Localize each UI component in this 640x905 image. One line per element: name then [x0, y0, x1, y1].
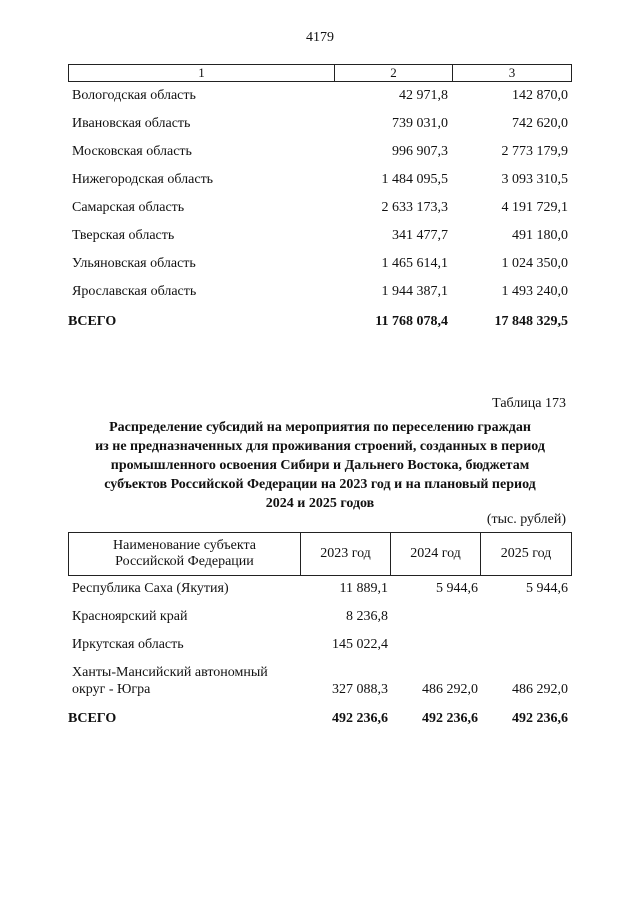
region-name: [72, 580, 298, 597]
table-title-line: из не предназначенных для проживания строений, созданных в период: [95, 439, 545, 454]
value-2024: 5 944,6: [436, 581, 478, 596]
region-name: Вологодская область: [72, 88, 196, 103]
header-region-line: Российской Федерации: [115, 554, 254, 569]
region-name: Самарская область: [72, 200, 185, 215]
value-col3: 142 870,0: [512, 88, 568, 103]
value-2023: 145 022,4: [332, 637, 388, 652]
value-2023: 327 088,3: [332, 682, 388, 697]
region-name: Ярославская область: [72, 284, 197, 299]
table1-row: [68, 88, 572, 108]
value-col2: 996 907,3: [392, 144, 448, 159]
table-title-line: субъектов Российской Федерации на 2023 год и на плановый период: [104, 477, 536, 492]
table1-header-col3: 3: [508, 65, 516, 80]
region-name: Ульяновская область: [72, 256, 196, 271]
header-2023: 2023 год: [301, 533, 391, 575]
value-col3: 1 024 350,0: [501, 256, 568, 271]
table1-header-col2: 2: [335, 65, 453, 81]
table1-header-col1: 1: [69, 65, 335, 81]
region-name-line: Иркутская область: [72, 637, 184, 652]
table2-row: [68, 580, 572, 597]
region-name: Московская область: [72, 144, 192, 159]
table1-row: [68, 200, 572, 220]
table-title-line: 2024 и 2025 годов: [265, 496, 375, 511]
value-col2: 1 465 614,1: [381, 256, 448, 271]
table2-header: [68, 532, 572, 576]
table2-row: [68, 664, 572, 698]
region-name-line: Ханты-Мансийский автономный: [72, 665, 268, 680]
value-col3: 4 191 729,1: [501, 200, 568, 215]
total-col2: 11 768 078,4: [375, 314, 448, 329]
table1-row: [68, 116, 572, 136]
total-2024: 492 236,6: [422, 711, 478, 726]
table2-total-row: [68, 710, 572, 727]
total-2025: 492 236,6: [512, 711, 568, 726]
value-col3: 491 180,0: [512, 228, 568, 243]
region-name: Тверская область: [72, 228, 175, 243]
region-name-line: Республика Саха (Якутия): [72, 581, 229, 596]
value-col2: 341 477,7: [392, 228, 448, 243]
value-col3: 1 493 240,0: [501, 284, 568, 299]
value-2023: 8 236,8: [346, 609, 388, 624]
region-name-line: округ - Югра: [72, 682, 151, 697]
table1-row: [68, 172, 572, 192]
value-col2: 2 633 173,3: [381, 200, 448, 215]
value-col3: 2 773 179,9: [501, 144, 568, 159]
table-title-line: Распределение субсидий на мероприятия по переселению граждан: [109, 420, 531, 435]
region-name: Ивановская область: [72, 116, 191, 131]
table1-row: [68, 284, 572, 304]
region-name: [72, 636, 298, 653]
table1-header: [68, 64, 572, 82]
value-2025: 5 944,6: [526, 581, 568, 596]
table-number: Таблица 173: [492, 396, 566, 411]
value-2024: 486 292,0: [422, 682, 478, 697]
page-number: 4179: [306, 30, 334, 45]
table1-row: [68, 228, 572, 248]
total-label: ВСЕГО: [68, 314, 117, 329]
region-name-line: Красноярский край: [72, 609, 188, 624]
value-col2: 1 944 387,1: [381, 284, 448, 299]
header-region-name: [69, 533, 301, 575]
value-2023: 11 889,1: [339, 581, 388, 596]
header-2024: 2024 год: [391, 533, 481, 575]
value-col2: 1 484 095,5: [381, 172, 448, 187]
table2-row: [68, 608, 572, 625]
table1-row: [68, 144, 572, 164]
region-name: Нижегородская область: [72, 172, 214, 187]
value-col3: 3 093 310,5: [501, 172, 568, 187]
total-2023: 492 236,6: [332, 711, 388, 726]
value-2025: 486 292,0: [512, 682, 568, 697]
total-col3: 17 848 329,5: [494, 314, 568, 329]
total-label: ВСЕГО: [68, 711, 117, 726]
table-title: [60, 418, 580, 513]
table-title-line: промышленного освоения Сибири и Дальнего Востока, бюджетам: [110, 458, 530, 473]
region-name: [72, 608, 298, 625]
table1-total-row: [68, 314, 572, 334]
header-region-line: Наименование субъекта: [113, 538, 256, 553]
value-col2: 739 031,0: [392, 116, 448, 131]
region-name: [72, 664, 298, 698]
table2-row: [68, 636, 572, 653]
value-col2: 42 971,8: [399, 88, 448, 103]
header-2025: 2025 год: [500, 546, 552, 561]
units-label: (тыс. рублей): [486, 512, 566, 527]
table1-row: [68, 256, 572, 276]
value-col3: 742 620,0: [512, 116, 568, 131]
